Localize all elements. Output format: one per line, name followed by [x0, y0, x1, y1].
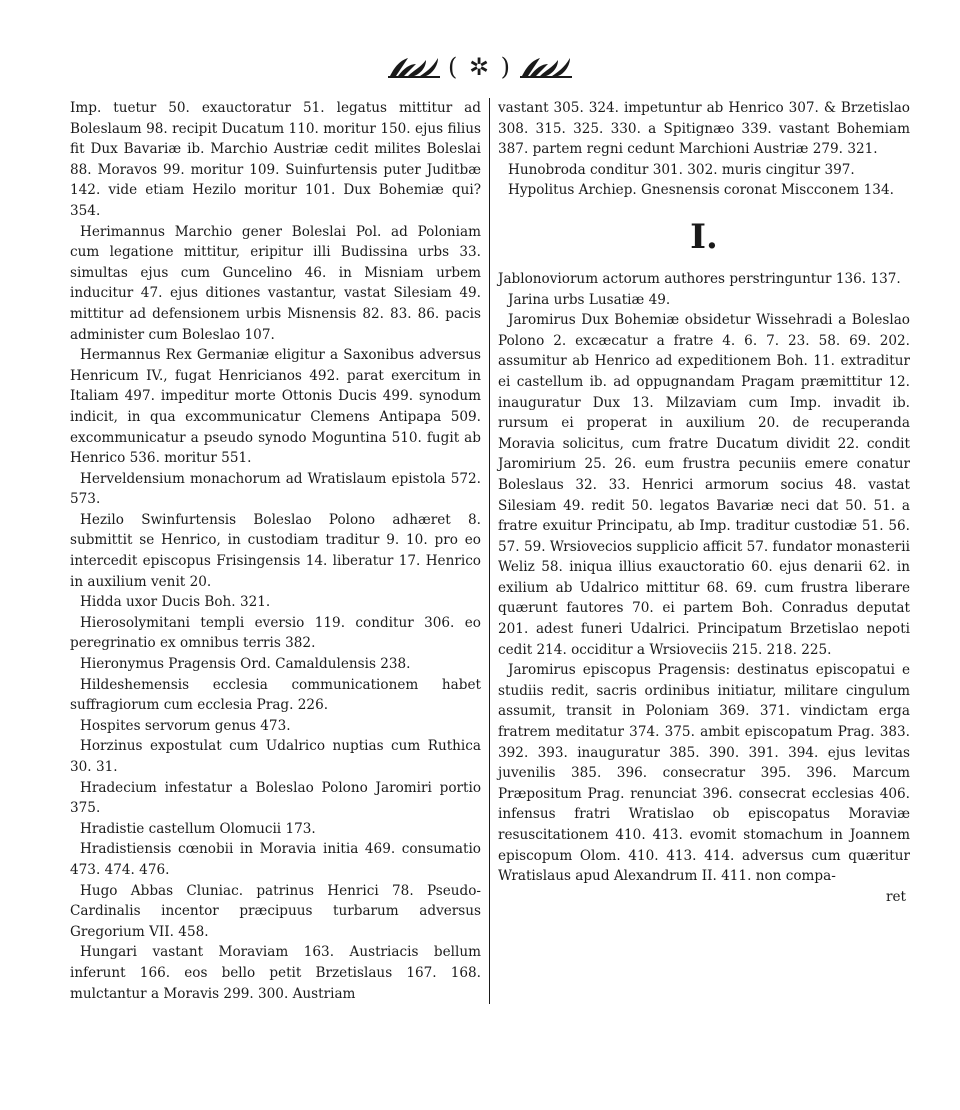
index-entry: Hradecium infestatur a Boleslao Polono Jaromiri portio 375.	[70, 779, 481, 817]
index-entry: Hradistie castellum Olomucii 173.	[80, 820, 316, 837]
index-entry: Jaromirus Dux Bohemiæ obsidetur Wissehradi a Boleslao Polono 2. excæcatur a fratre 4. 6. 7. 23. 58. 69. 202. assumitur ab Henrico ad expeditionem Boh. 11. extraditur ei castellum ib. ad oppugnandam Pragam præmittitur 12. inauguratur Dux 13. Milzaviam cum Imp. invadit ib. rursum ei properat in auxilium 20. de recuperanda Moravia solicitus, cum fratre Ducatum dividit 22. condit Jaromirium 25. 26. eum frustra pecuniis emere conatur Boleslaus 32. 33. Henrici armorum socius 48. vastat Silesiam 49. redit 50. legatos Bavariæ neci dat 50. 51. a fratre exuitur Principatu, ab Imp. traditur custodiæ 51. 56. 57. 59. Wrsiovecios supplicio afficit 57. fundator monasterii Weliz 58. iniqua illius exauctoratio 60. ejus denarii 62. in exilium ab Udalrico mittitur 68. 69. cum frustra liberare quærunt fautores 70. ei partem Boh. Conradus deputat 201. adest funeri Udalrici. Principatum Brzetislao nepoti cedit 214. occiditur a Wrsioveciis 215. 218. 225.	[498, 312, 910, 658]
fleuron-right-icon	[518, 54, 574, 80]
index-entry: Hugo Abbas Cluniac. patrinus Henrici 78. Pseudo-Cardinalis incentor præcipuus turbarum adversus Gregorium VII. 458.	[70, 882, 481, 940]
index-entry: Hidda uxor Ducis Boh. 321.	[80, 594, 271, 611]
index-entry: Hildeshemensis ecclesia communicationem habet suffragiorum cum ecclesia Prag. 226.	[70, 676, 481, 714]
index-entry: Hieronymus Pragensis Ord. Camaldulensis 238.	[80, 656, 411, 673]
right-column	[490, 98, 910, 1004]
index-entry: Herveldensium monachorum ad Wratislaum epistola 572. 573.	[70, 470, 481, 508]
page-header	[0, 52, 960, 82]
index-entry: Hunobroda conditur 301. 302. muris cingitur 397.	[508, 161, 855, 178]
fleuron-left-icon	[386, 54, 442, 80]
index-entry: Jablonoviorum actorum authores perstringuntur 136. 137.	[498, 270, 901, 287]
index-entry: Hungari vastant Moraviam 163. Austriacis bellum inferunt 166. eos bello petit Brzetislaus 167. 168. mulctantur a Moravis 299. 300. Austriam	[70, 944, 481, 1002]
index-entry: Horzinus expostulat cum Udalrico nuptias cum Ruthica 30. 31.	[70, 738, 481, 775]
index-entry: Hypolitus Archiep. Gnesnensis coronat Miscconem 134.	[508, 182, 894, 199]
index-entry: Hierosolymitani templi eversio 119. conditur 306. eo peregrinatio ex omnibus terris 382.	[70, 614, 481, 652]
page-signature-mark: ( ✲ )	[447, 53, 513, 81]
index-entry: Imp. tuetur 50. exauctoratur 51. legatus mittitur ad Boleslaum 98. recipit Ducatum 110. moritur 150. ejus filius fit Dux Bavariæ ib. Marchio Austriæ cedit milites Boleslai 88. Moravos 99. moritur 109. Suinfurtensis puter Juditbæ 142. vide etiam Hezilo moritur 101. Dux Bohemiæ qui? 354.	[70, 100, 481, 219]
index-columns	[70, 98, 910, 1004]
index-entry: vastant 305. 324. impetuntur ab Henrico 307. & Brzetislao 308. 315. 325. 330. a Spitignæo 339. vastant Bohemiam 387. partem regni cedunt Marchioni Austriæ 279. 321.	[498, 100, 910, 158]
index-entry: Hradistiensis cœnobii in Moravia initia 469. consumatio 473. 474. 476.	[70, 841, 481, 878]
catchword: ret	[885, 888, 906, 905]
index-entry: Hezilo Swinfurtensis Boleslao Polono adhæret 8. submittit se Henrico, in custodiam traditur 9. 10. pro eo intercedit episcopus Frisingensis 14. liberatur 17. Henrico in auxilium venit 20.	[70, 511, 481, 590]
index-entry: Herimannus Marchio gener Boleslai Pol. ad Poloniam cum legatione mittitur, eripitur illi Budissina urbs 33. simultas ejus cum Guncelino 46. in Misniam urbem inducitur 47. ejus ditiones vastantur, vastat Silesiam 49. mittitur ad defensionem urbis Misnensis 82. 83. 86. pacis administer cum Boleslao 107.	[70, 223, 481, 343]
left-column	[70, 98, 490, 1004]
index-entry: Hermannus Rex Germaniæ eligitur a Saxonibus adversus Henricum IV., fugat Henricianos 492. parat exercitum in Italiam 497. impeditur morte Ottonis Ducis 499. synodum indicit, in qua excommunicatur Clemens Antipapa 509. excommunicatur a pseudo synodo Moguntina 510. fugit ab Henrico 536. moritur 551.	[70, 347, 481, 467]
index-entry: Hospites servorum genus 473.	[80, 717, 291, 734]
index-entry: Jaromirus episcopus Pragensis: destinatus episcopatui e studiis redit, sacris ordinibus initiatur, militare cingulum assumit, transit in Poloniam 369. 371. vindictam erga fratrem meditatur 374. 375. ambit episcopatum Prag. 383. 392. 393. inauguratur 385. 390. 391. 394. ejus levitas juvenilis 385. 396. consecratur 395. 396. Marcum Præpositum Prag. renunciat 396. consecrat ecclesias 406. infensus fratri Wratislao ob episcopatus Moraviæ resuscitationem 410. 413. evomit stomachum in Joannem episcopum Olom. 410. 413. 414. adversus cum quæritur Wratislaus apud Alexandrum II. 411. non compa-	[498, 662, 910, 885]
section-letter-heading: I.	[690, 216, 718, 257]
index-entry: Jarina urbs Lusatiæ 49.	[508, 291, 671, 308]
